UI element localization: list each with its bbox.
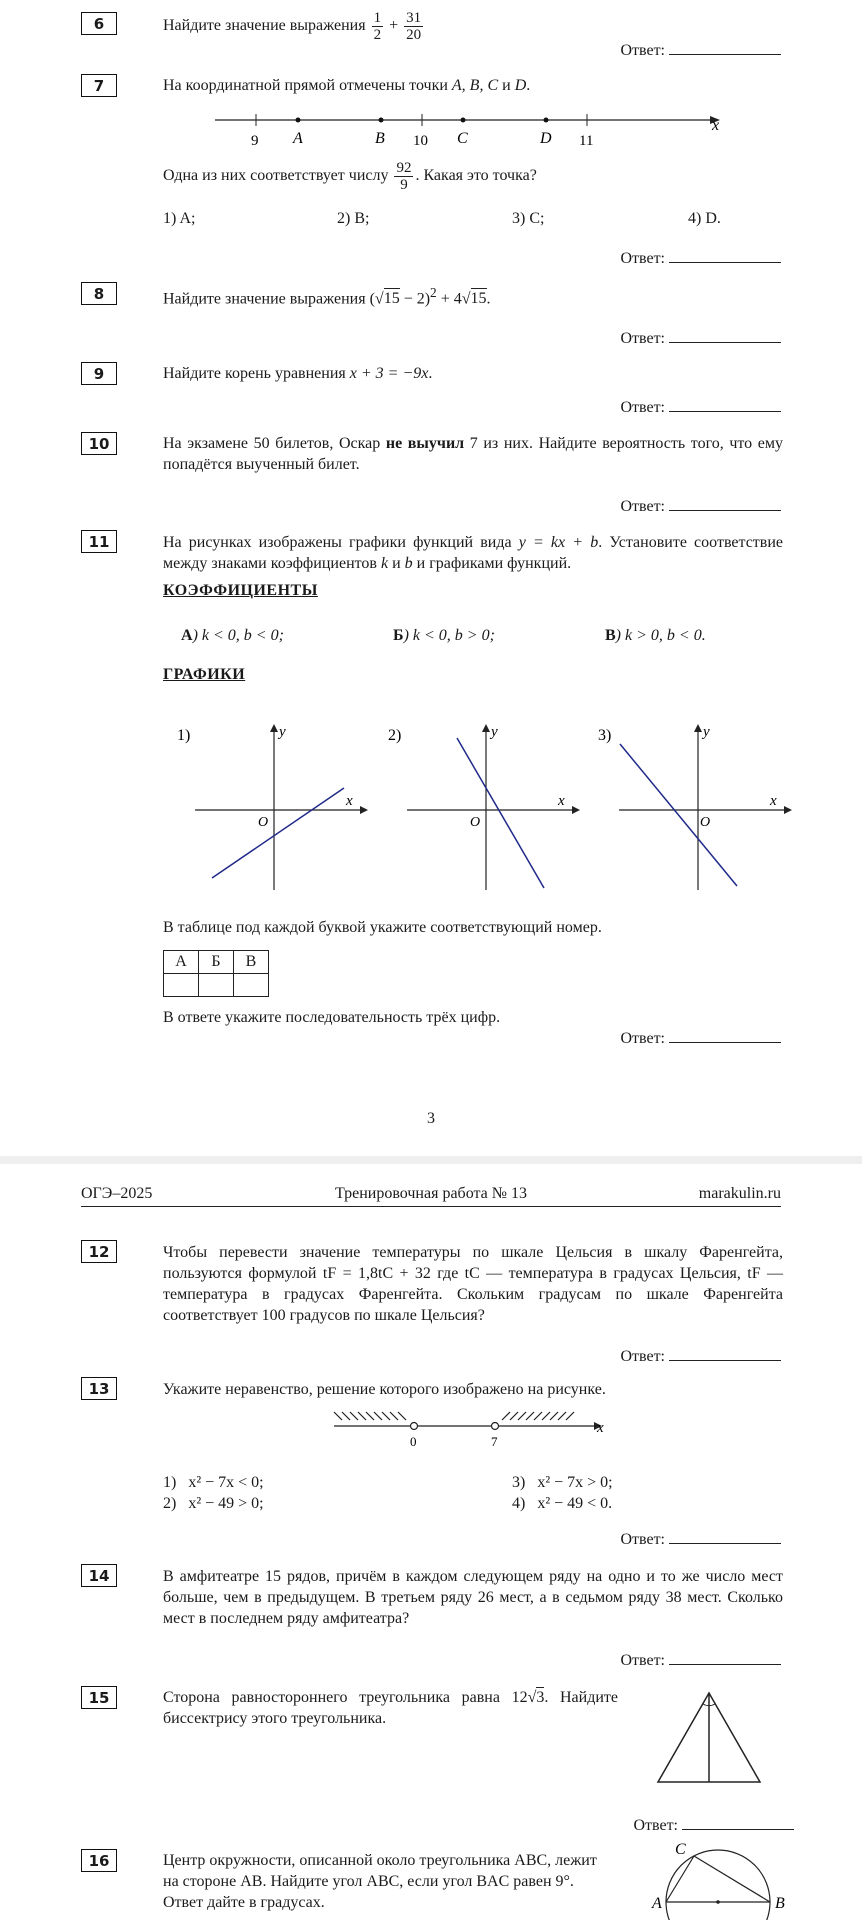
answer-field-6[interactable]: Ответ: xyxy=(620,40,781,60)
answer-field-14[interactable]: Ответ: xyxy=(620,1650,781,1670)
option-13-1: 1) x² − 7x < 0; xyxy=(163,1474,264,1491)
side-cb xyxy=(694,1856,770,1902)
label-c: C xyxy=(675,1841,686,1858)
graphs-heading: ГРАФИКИ xyxy=(163,666,246,683)
x-arrow xyxy=(784,806,792,814)
tick-label-7: 7 xyxy=(491,1434,498,1449)
circle-center xyxy=(716,1900,720,1904)
answer-field-10[interactable]: Ответ: xyxy=(620,496,781,516)
answer-field-12[interactable]: Ответ: xyxy=(620,1346,781,1366)
coef-v: В) k > 0, b < 0. xyxy=(605,627,706,644)
answer-field-11[interactable]: Ответ: xyxy=(620,1028,781,1048)
y-label: y xyxy=(703,724,710,740)
x-label: x xyxy=(770,793,777,809)
circumscribed-circle xyxy=(666,1850,770,1920)
problem-15-text: Сторона равностороннего треугольника равна 12√3. Найдите биссектрису этого треугольника. xyxy=(163,1689,618,1727)
answer-table-11 xyxy=(163,950,269,997)
number-line-7 xyxy=(210,105,730,150)
problem-13-text: Укажите неравенство, решение которого изображено на рисунке. xyxy=(163,1381,606,1398)
page-number: 3 xyxy=(427,1110,435,1127)
table-cell-v[interactable] xyxy=(234,974,269,997)
open-point-7 xyxy=(492,1423,499,1430)
label-a: A xyxy=(293,130,303,147)
problem-16-text: Центр окружности, описанной около треугольника ABC, лежит на стороне AB. Найдите угол ABC, если угол BAC равен 9°. Ответ дайте в градусах. xyxy=(163,1852,597,1911)
option-7-2: 2) B; xyxy=(337,210,370,227)
open-point-0 xyxy=(411,1423,418,1430)
y-label: y xyxy=(491,724,498,740)
header-center: Тренировочная работа № 13 xyxy=(334,1185,528,1202)
label-a: A xyxy=(652,1895,662,1912)
label-d: D xyxy=(540,130,552,147)
sequence-instruction: В ответе укажите последовательность трёх цифр. xyxy=(163,1009,501,1026)
graph-3 xyxy=(594,720,794,895)
graph-label-1: 1) xyxy=(177,727,191,744)
option-13-3: 3) x² − 7x > 0; xyxy=(512,1474,613,1491)
problem-7-question: Одна из них соответствует числу $\frac{92}{9}$ . Какая это точка? xyxy=(163,160,537,193)
option-7-1: 1) A; xyxy=(163,210,196,227)
problem-9-text: Найдите корень уравнения x + 3 = −9x. xyxy=(163,365,433,382)
problem-6-text: Найдите значение выражения $\frac{1}{2}$ + $\frac{31}{20}$ xyxy=(163,10,422,43)
axis-label: x xyxy=(712,117,720,134)
answer-field-13[interactable]: Ответ: xyxy=(620,1529,781,1549)
origin-label: O xyxy=(258,815,269,830)
graph-label-2: 2) xyxy=(388,727,402,744)
graph-1 xyxy=(170,720,370,895)
x-arrow xyxy=(572,806,580,814)
problem-6-number: 6 xyxy=(81,12,117,35)
table-header-a: А xyxy=(164,951,199,974)
y-arrow xyxy=(482,724,490,732)
label-c: C xyxy=(457,130,468,147)
problem-11-text: На рисунках изображены графики функций вида y = kx + b. Установите соответствие между знаками коэффициентов k и b и графиками функций. xyxy=(163,534,784,572)
problem-14-text: В амфитеатре 15 рядов, причём в каждом следующем ряду на одно и то же число мест больше, чем в предыдущем. В третьем ряду 26 мест, а в седьмом ряду 38 мест. Сколько мест в последнем ряду амфитеатра? xyxy=(163,1568,783,1627)
point-a xyxy=(296,118,301,123)
page-separator xyxy=(0,1156,862,1164)
tick-label-9: 9 xyxy=(251,133,259,149)
table-header-b: Б xyxy=(199,951,234,974)
side-ac xyxy=(666,1856,694,1902)
label-b: B xyxy=(775,1895,785,1912)
problem-9-number: 9 xyxy=(81,362,117,385)
coef-heading: КОЭФФИЦИЕНТЫ xyxy=(163,582,318,599)
point-c xyxy=(461,118,466,123)
option-7-3: 3) C; xyxy=(512,210,545,227)
tick-label-10: 10 xyxy=(413,133,428,149)
problem-7-text: На координатной прямой отмечены точки A, B, C и D. xyxy=(163,77,531,94)
problem-12-text: Чтобы перевести значение температуры по шкале Цельсия в шкалу Фаренгейта, пользуются формулой tF = 1,8tC + 32 где tC — температура в градусах Цельсия, tF — температура в градусах Фаренгейта. Скольким градусам по шкале Фаренгейта соответствует 100 градусов по шкале Цельсия? xyxy=(163,1244,783,1324)
option-7-4: 4) D. xyxy=(688,210,721,227)
function-line-2 xyxy=(457,738,544,888)
problem-12-number: 12 xyxy=(81,1240,117,1263)
table-cell-a[interactable] xyxy=(164,974,199,997)
tick-label-0: 0 xyxy=(410,1434,417,1449)
inequality-line-13 xyxy=(330,1408,620,1453)
hatching-left xyxy=(334,1412,406,1420)
label-b: B xyxy=(375,130,385,147)
x-label: x xyxy=(558,793,565,809)
graph-2 xyxy=(382,720,582,895)
axis-label: x xyxy=(597,1420,604,1436)
coef-b: Б) k < 0, b > 0; xyxy=(393,627,495,644)
hatching-right xyxy=(502,1412,574,1420)
point-b xyxy=(379,118,384,123)
point-d xyxy=(544,118,549,123)
tick-label-11: 11 xyxy=(579,133,594,149)
problem-13-number: 13 xyxy=(81,1377,117,1400)
y-arrow xyxy=(694,724,702,732)
problem-15-number: 15 xyxy=(81,1686,117,1709)
header-right: marakulin.ru xyxy=(698,1185,781,1202)
graph-label-3: 3) xyxy=(598,727,612,744)
origin-label: O xyxy=(700,815,711,830)
triangle-figure-15 xyxy=(650,1685,770,1785)
answer-field-8[interactable]: Ответ: xyxy=(620,328,781,348)
function-line-3 xyxy=(620,744,737,886)
header-left: ОГЭ–2025 xyxy=(81,1185,153,1202)
y-label: y xyxy=(279,724,286,740)
problem-16-number: 16 xyxy=(81,1849,117,1872)
coef-a: А) k < 0, b < 0; xyxy=(181,627,284,644)
x-arrow xyxy=(360,806,368,814)
problem-10-number: 10 xyxy=(81,432,117,455)
problem-8-text: Найдите значение выражения $(√15 - 2)^2 + 4√15$. xyxy=(163,285,491,308)
origin-label: O xyxy=(470,815,481,830)
answer-field-7[interactable]: Ответ: xyxy=(620,248,781,268)
problem-14-number: 14 xyxy=(81,1564,117,1587)
answer-field-15[interactable]: Ответ: xyxy=(633,1815,794,1835)
problem-10-text: На экзамене 50 билетов, Оскар не выучил 7 из них. Найдите вероятность того, что ему попадётся выученный билет. xyxy=(163,435,783,473)
header-rule xyxy=(81,1206,781,1207)
answer-field-9[interactable]: Ответ: xyxy=(620,397,781,417)
y-arrow xyxy=(270,724,278,732)
option-13-4: 4) x² − 49 < 0. xyxy=(512,1495,613,1512)
problem-11-number: 11 xyxy=(81,530,117,553)
table-instruction: В таблице под каждой буквой укажите соответствующий номер. xyxy=(163,919,602,936)
table-header-v: В xyxy=(234,951,269,974)
circle-figure-16 xyxy=(650,1838,790,1920)
table-cell-b[interactable] xyxy=(199,974,234,997)
option-13-2: 2) x² − 49 > 0; xyxy=(163,1495,264,1512)
problem-8-number: 8 xyxy=(81,282,117,305)
problem-7-number: 7 xyxy=(81,74,117,97)
function-line-1 xyxy=(212,788,344,878)
x-label: x xyxy=(346,793,353,809)
